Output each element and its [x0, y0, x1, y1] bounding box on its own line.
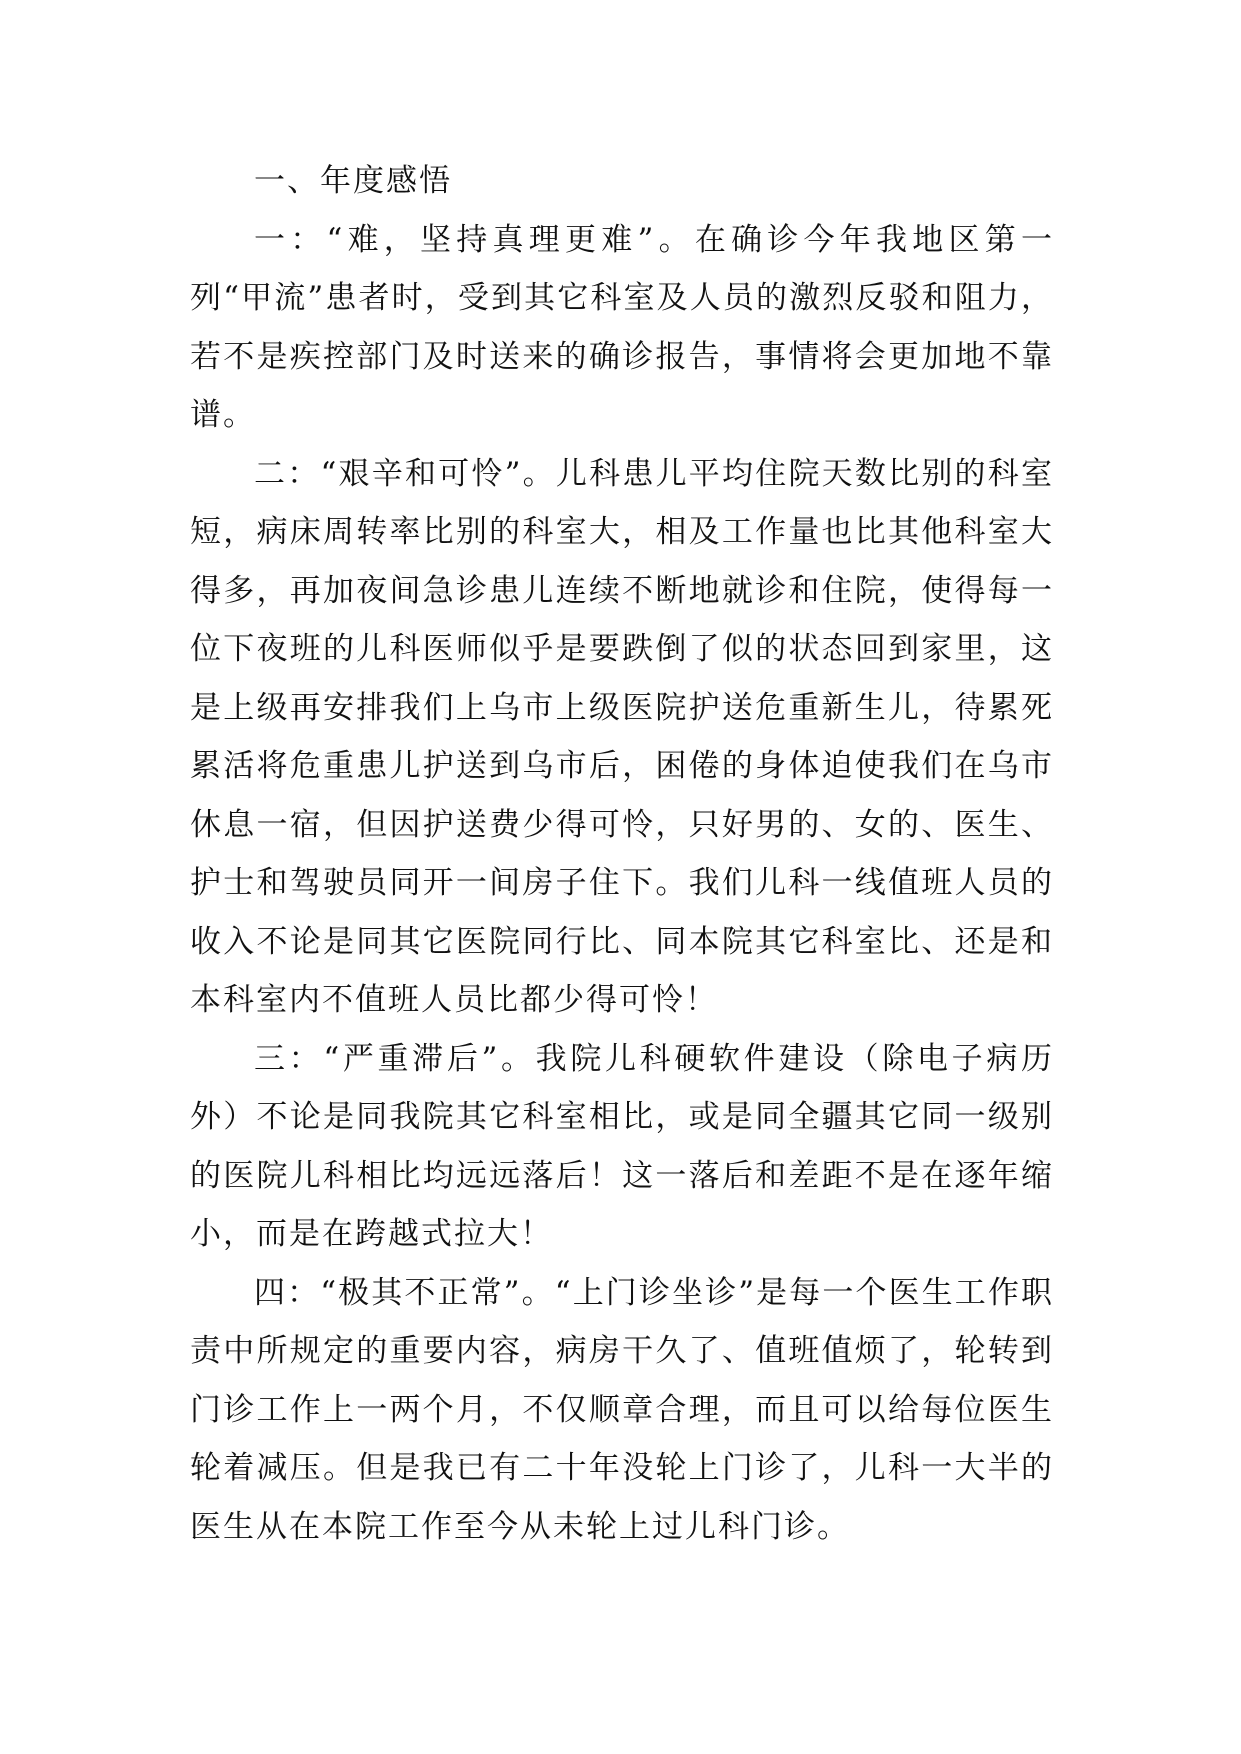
paragraph-4: 四：“极其不正常”。“上门诊坐诊”是每一个医生工作职责中所规定的重要内容，病房干久了、值班值烦了，轮转到门诊工作上一两个月，不仅顺章合理，而且可以给每位医生轮着减压。但是我已有二十年没轮上门诊了，儿科一大半的医生从在本院工作至今从未轮上过儿科门诊。 — [190, 1274, 1054, 1545]
document-body — [190, 152, 1054, 1556]
paragraph-3: 三：“严重滞后”。我院儿科硬软件建设（除电子病历外）不论是同我院其它科室相比，或是同全疆其它同一级别的医院儿科相比均远远落后！这一落后和差距不是在逐年缩小，而是在跨越式拉大！ — [190, 1040, 1054, 1252]
paragraph-2: 二：“艰辛和可怜”。儿科患儿平均住院天数比别的科室短，病床周转率比别的科室大，相及工作量也比其他科室大得多，再加夜间急诊患儿连续不断地就诊和住院，使得每一位下夜班的儿科医师似乎是要跌倒了似的状态回到家里，这是上级再安排我们上乌市上级医院护送危重新生儿，待累死累活将危重患儿护送到乌市后，困倦的身体迫使我们在乌市休息一宿，但因护送费少得可怜，只好男的、女的、医生、护士和驾驶员同开一间房子住下。我们儿科一线值班人员的收入不论是同其它医院同行比、同本院其它科室比、还是和本科室内不值班人员比都少得可怜！ — [190, 455, 1054, 1018]
section-heading: 一、年度感悟 — [254, 163, 452, 199]
paragraph-1: 一：“难，坚持真理更难”。在确诊今年我地区第一列“甲流”患者时，受到其它科室及人员的激烈反驳和阻力，若不是疾控部门及时送来的确诊报告，事情将会更加地不靠谱。 — [190, 221, 1054, 433]
